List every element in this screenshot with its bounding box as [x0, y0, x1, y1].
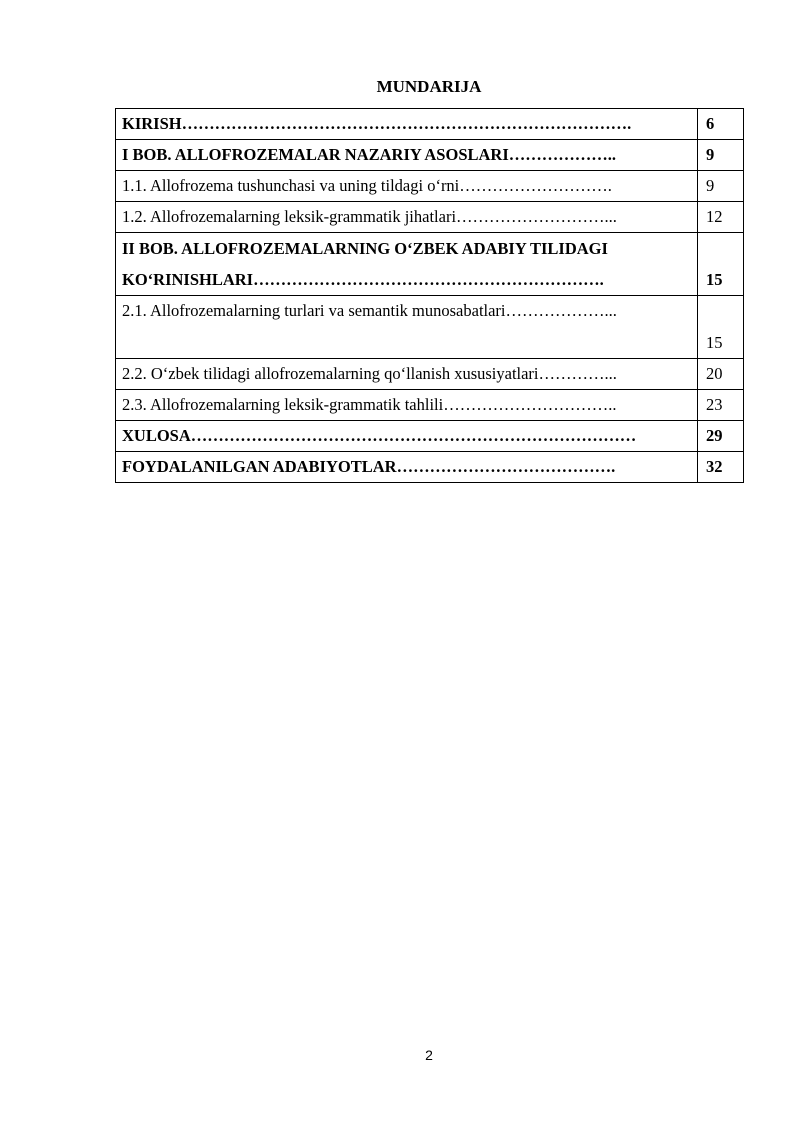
toc-entry-title-line-1: II BOB. ALLOFROZEMALARNING O‘ZBEK ADABIY TILIDAGI [122, 239, 608, 258]
toc-entry-page: 20 [698, 359, 744, 390]
toc-entry-page: 9 [698, 140, 744, 171]
toc-entry-page: 32 [698, 452, 744, 483]
toc-row-section-1-2 [116, 202, 744, 233]
toc-row-chapter-2 [116, 233, 744, 296]
toc-entry-title [116, 233, 698, 296]
toc-row-section-2-1 [116, 296, 744, 359]
toc-entry-title-line-2: KO‘RINISHLARI………………………………………………………. [122, 270, 604, 289]
toc-entry-title: I BOB. ALLOFROZEMALAR NAZARIY ASOSLARI……………….. [116, 140, 698, 171]
table-of-contents [115, 108, 744, 483]
toc-entry-title: 2.1. Allofrozemalarning turlari va semantik munosabatlari………………... [116, 296, 698, 359]
toc-row-section-1-1 [116, 171, 744, 202]
page-number: 2 [425, 1047, 433, 1063]
toc-entry-title: FOYDALANILGAN ADABIYOTLAR…………………………………. [116, 452, 698, 483]
toc-row-adabiyotlar [116, 452, 744, 483]
toc-entry-title: 2.3. Allofrozemalarning leksik-grammatik tahlili………………………….. [116, 390, 698, 421]
toc-row-kirish [116, 109, 744, 140]
toc-row-xulosa [116, 421, 744, 452]
toc-entry-title: KIRISH………………………………………………………………………. [116, 109, 698, 140]
toc-row-section-2-3 [116, 390, 744, 421]
toc-entry-page: 29 [698, 421, 744, 452]
toc-row-chapter-1 [116, 140, 744, 171]
toc-row-section-2-2 [116, 359, 744, 390]
toc-entry-page: 23 [698, 390, 744, 421]
toc-entry-title: XULOSA……………………………………………………………………… [116, 421, 698, 452]
toc-entry-page: 6 [698, 109, 744, 140]
toc-entry-title: 1.2. Allofrozemalarning leksik-grammatik jihatlari………………………... [116, 202, 698, 233]
toc-entry-page: 15 [698, 296, 744, 359]
document-title: MUNDARIJA [376, 77, 482, 96]
toc-entry-title: 1.1. Allofrozema tushunchasi va uning tildagi o‘rni………………………. [116, 171, 698, 202]
toc-entry-page: 15 [698, 233, 744, 296]
toc-entry-title: 2.2. O‘zbek tilidagi allofrozemalarning qo‘llanish xususiyatlari…………... [116, 359, 698, 390]
toc-entry-page: 9 [698, 171, 744, 202]
toc-entry-page: 12 [698, 202, 744, 233]
